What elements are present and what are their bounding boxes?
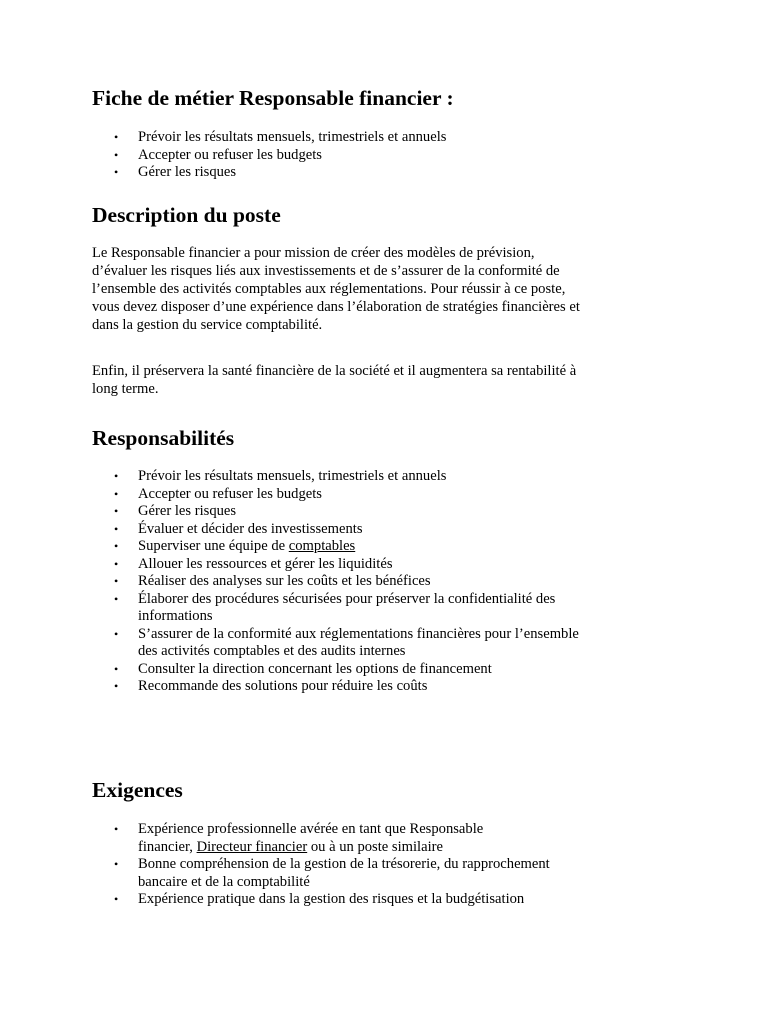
bullet-icon: • xyxy=(114,661,119,676)
exigences-heading: Exigences xyxy=(92,778,183,802)
list-item: • Expérience pratique dans la gestion des risques et la budgétisation xyxy=(114,891,525,907)
bullet-icon: • xyxy=(114,486,119,501)
exigences-list xyxy=(92,821,692,909)
directeur-financier-link[interactable]: Directeur financier xyxy=(196,838,308,855)
bullet-icon: • xyxy=(114,147,119,162)
bullet-icon: • xyxy=(114,539,119,553)
bullet-icon: • xyxy=(114,591,119,606)
responsabilites-heading: Responsabilités xyxy=(92,426,235,450)
bullet-icon: • xyxy=(114,679,119,693)
list-item: • Élaborer des procédures sécurisées pour préserver la confidentialité des informations xyxy=(114,590,556,624)
list-item: • Superviser une équipe de comptables xyxy=(114,538,356,554)
list-item: • Gérer les risques xyxy=(114,164,237,180)
bullet-icon: • xyxy=(114,626,119,641)
list-item: • Allouer les ressources et gérer les liquidités xyxy=(114,555,393,572)
bullet-icon: • xyxy=(114,822,119,836)
list-item: • Prévoir les résultats mensuels, trimestriels et annuels xyxy=(114,129,447,145)
bullet-icon: • xyxy=(114,469,119,483)
page-title: Fiche de métier Responsable financier : xyxy=(92,86,454,110)
bullet-icon: • xyxy=(114,556,119,571)
bullet-icon: • xyxy=(114,574,119,588)
comptables-link[interactable]: comptables xyxy=(288,538,356,554)
list-item: • Évaluer et décider des investissements xyxy=(114,520,363,537)
description-heading: Description du poste xyxy=(92,203,281,227)
list-item: • Consulter la direction concernant les options de financement xyxy=(114,660,492,677)
description-paragraph-2: Enfin, il préservera la santé financière de la société et il augmentera sa rentabilité à long terme. xyxy=(92,363,577,397)
list-item: • Prévoir les résultats mensuels, trimestriels et annuels xyxy=(114,468,447,484)
list-item: • Bonne compréhension de la gestion de la trésorerie, du rapprochement bancaire et de la comptabilité xyxy=(114,856,550,890)
responsabilites-list xyxy=(92,468,692,696)
bullet-icon: • xyxy=(114,130,119,144)
list-item: • Accepter ou refuser les budgets xyxy=(114,146,322,163)
bullet-icon: • xyxy=(114,892,119,906)
bullet-icon: • xyxy=(114,521,119,536)
intro-list xyxy=(92,129,692,182)
list-item: • S’assurer de la conformité aux réglementations financières pour l’ensemble des activités comptables et des audits internes xyxy=(114,625,579,659)
list-item: • Expérience professionnelle avérée en tant que Responsable financier, Directeur financier ou à un poste similaire xyxy=(114,821,484,855)
list-item: • Accepter ou refuser les budgets xyxy=(114,485,322,502)
bullet-icon: • xyxy=(114,165,119,179)
list-item: • Gérer les risques xyxy=(114,503,237,519)
bullet-icon: • xyxy=(114,857,119,871)
list-item: • Recommande des solutions pour réduire les coûts xyxy=(114,678,428,694)
list-item: • Réaliser des analyses sur les coûts et les bénéfices xyxy=(114,573,431,589)
bullet-icon: • xyxy=(114,504,119,518)
description-paragraph: Le Responsable financier a pour mission de créer des modèles de prévision, d’évaluer les risques liés aux investissements et de s’assurer de la conformité de l’ensemble des activités comptables aux réglementations. Pour réussir à ce poste, vous devez disposer d’une expérience dans l’élaboration de stratégies financières et dans la gestion du service comptabilité. xyxy=(92,245,580,333)
